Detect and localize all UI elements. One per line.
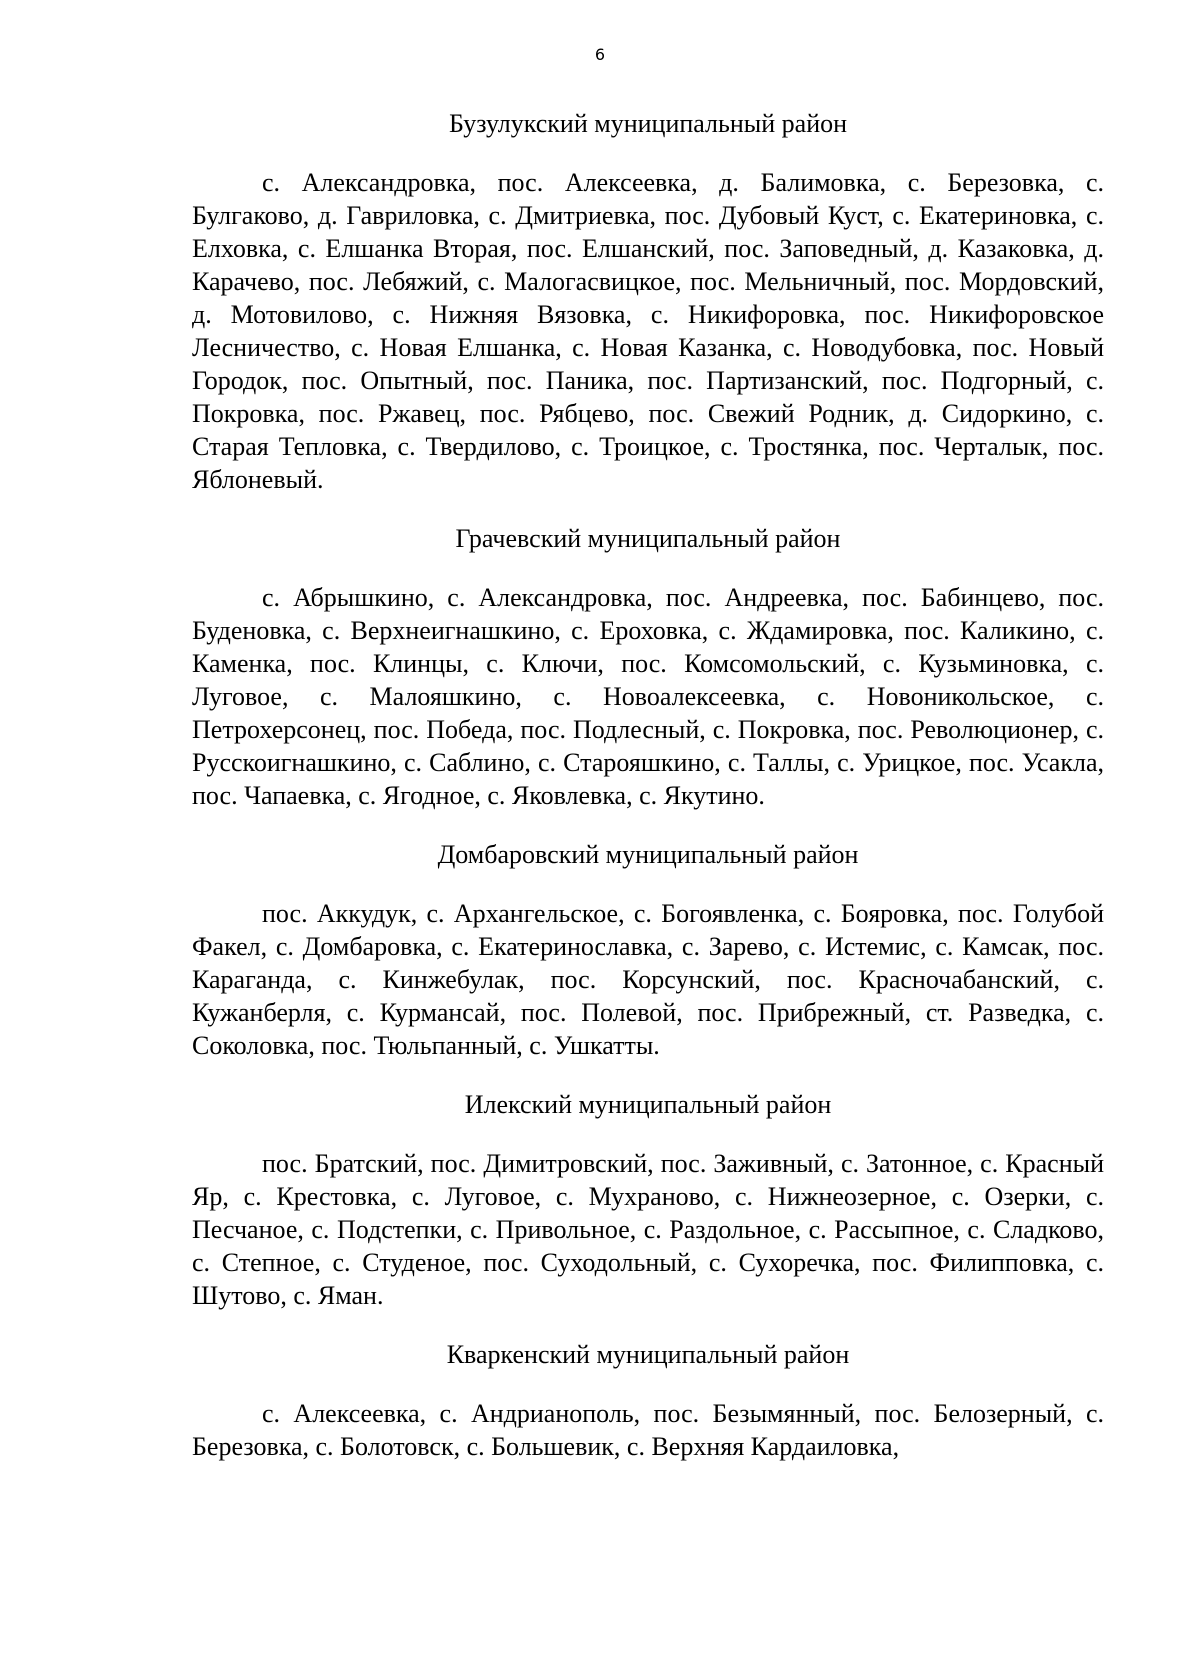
district-section-buzuluk [192,108,1104,496]
page-number: 6 [594,45,606,64]
district-settlements: с. Абрышкино, с. Александровка, пос. Андреевка, пос. Бабинцево, пос. Буденовка, с. Верхнеигнашкино, с. Ероховка, с. Ждамировка, пос. Каликино, с. Каменка, пос. Клинцы, с. Ключи, пос. Комсомольский, с. Кузьминовка, с. Луговое, с. Малояшкино, с. Новоалексеевка, с. Новоникольское, с. Петрохерсонец, пос. Победа, пос. Подлесный, с. Покровка, пос. Революционер, с. Русскоигнашкино, с. Саблино, с. Старояшкино, с. Таллы, с. Урицкое, пос. Усакла, пос. Чапаевка, с. Ягодное, с. Яковлевка, с. Якутино. [192,583,1104,810]
district-title: Домбаровский муниципальный район [437,840,859,869]
district-title: Кваркенский муниципальный район [446,1340,850,1369]
district-section-dombarovka [192,839,1104,1062]
district-section-grachevka [192,523,1104,812]
district-settlements: с. Александровка, пос. Алексеевка, д. Балимовка, с. Березовка, с. Булгаково, д. Гавриловка, с. Дмитриевка, пос. Дубовый Куст, с. Екатериновка, с. Елховка, с. Елшанка Вторая, пос. Елшанский, пос. Заповедный, д. Казаковка, д. Карачево, пос. Лебяжий, с. Малогасвицкое, пос. Мельничный, пос. Мордовский, д. Мотовилово, с. Нижняя Вязовка, с. Никифоровка, пос. Никифоровское Лесничество, с. Новая Елшанка, с. Новая Казанка, с. Новодубовка, пос. Новый Городок, пос. Опытный, пос. Паника, пос. Партизанский, пос. Подгорный, с. Покровка, пос. Ржавец, пос. Рябцево, пос. Свежий Родник, д. Сидоркино, с. Старая Тепловка, с. Твердилово, с. Троицкое, с. Тростянка, пос. Черталык, пос. Яблоневый. [192,168,1104,494]
district-title: Илекский муниципальный район [464,1090,832,1119]
district-settlements: с. Алексеевка, с. Андрианополь, пос. Безымянный, пос. Белозерный, с. Березовка, с. Болотовск, с. Большевик, с. Верхняя Кардаиловка, [192,1399,1104,1461]
district-section-kvarkeno [192,1339,1104,1463]
district-section-ilek [192,1089,1104,1312]
district-settlements: пос. Аккудук, с. Архангельское, с. Богоявленка, с. Бояровка, пос. Голубой Факел, с. Домбаровка, с. Екатеринославка, с. Зарево, с. Истемис, с. Камсак, пос. Караганда, с. Кинжебулак, пос. Корсунский, пос. Красночабанский, с. Кужанберля, с. Курмансай, пос. Полевой, пос. Прибрежный, ст. Разведка, с. Соколовка, пос. Тюльпанный, с. Ушкатты. [192,899,1104,1060]
district-title: Грачевский муниципальный район [455,524,841,553]
district-title: Бузулукский муниципальный район [448,109,848,138]
district-settlements: пос. Братский, пос. Димитровский, пос. Заживный, с. Затонное, с. Красный Яр, с. Крестовка, с. Луговое, с. Мухраново, с. Нижнеозерное, с. Озерки, с. Песчаное, с. Подстепки, с. Привольное, с. Раздольное, с. Рассыпное, с. Сладково, с. Степное, с. Студеное, пос. Суходольный, с. Сухоречка, пос. Филипповка, с. Шутово, с. Яман. [192,1149,1104,1310]
document-body [192,108,1104,1490]
